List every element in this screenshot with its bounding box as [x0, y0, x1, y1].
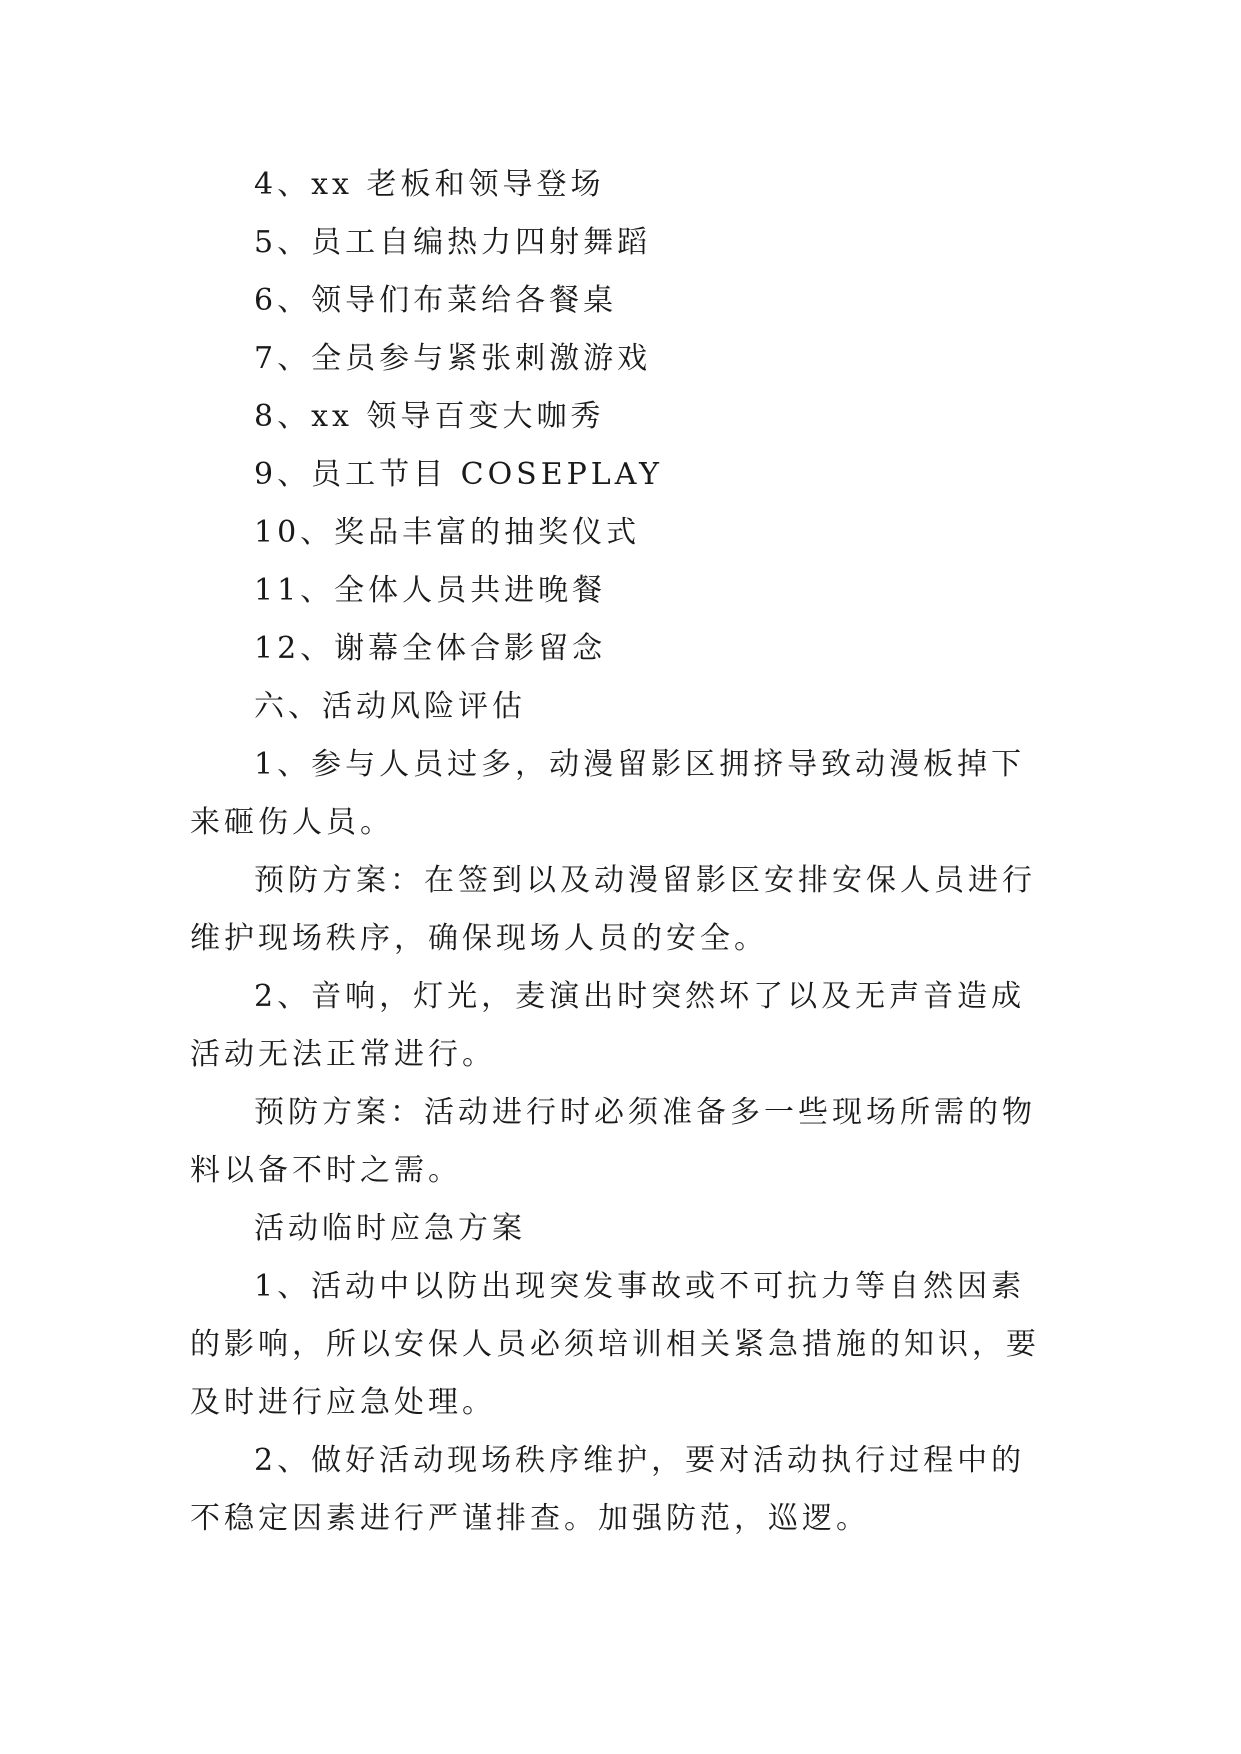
- program-item-10: 10、奖品丰富的抽奖仪式: [254, 515, 641, 550]
- program-item-8: 8、xx 领导百变大咖秀: [254, 399, 605, 434]
- prevention-plan-2: 预防方案：活动进行时必须准备多一些现场所需的物料以备不时之需。: [190, 1095, 1036, 1188]
- program-item-6: 6、领导们布菜给各餐桌: [254, 283, 618, 318]
- program-item-7: 7、全员参与紧张刺激游戏: [254, 341, 652, 376]
- emergency-item-1: 1、活动中以防出现突发事故或不可抗力等自然因素的影响，所以安保人员必须培训相关紧急措施的知识，要及时进行应急处理。: [190, 1269, 1040, 1420]
- risk-item-2: 2、音响，灯光，麦演出时突然坏了以及无声音造成活动无法正常进行。: [190, 979, 1026, 1072]
- program-item-11: 11、全体人员共进晚餐: [254, 573, 607, 608]
- risk-item-1: 1、参与人员过多，动漫留影区拥挤导致动漫板掉下来砸伤人员。: [190, 747, 1026, 840]
- document-body: [190, 156, 1050, 1548]
- prevention-plan-1: 预防方案：在签到以及动漫留影区安排安保人员进行维护现场秩序，确保现场人员的安全。: [190, 863, 1036, 956]
- program-item-5: 5、员工自编热力四射舞蹈: [254, 225, 652, 260]
- program-item-12: 12、谢幕全体合影留念: [254, 631, 607, 666]
- emergency-item-2: 2、做好活动现场秩序维护，要对活动执行过程中的不稳定因素进行严谨排查。加强防范，巡逻。: [190, 1443, 1026, 1536]
- program-item-4: 4、xx 老板和领导登场: [254, 167, 605, 202]
- program-item-9: 9、员工节目 COSEPLAY: [254, 457, 663, 492]
- section-heading-emergency-plan: 活动临时应急方案: [254, 1211, 526, 1246]
- section-heading-risk-assessment: 六、活动风险评估: [254, 689, 526, 724]
